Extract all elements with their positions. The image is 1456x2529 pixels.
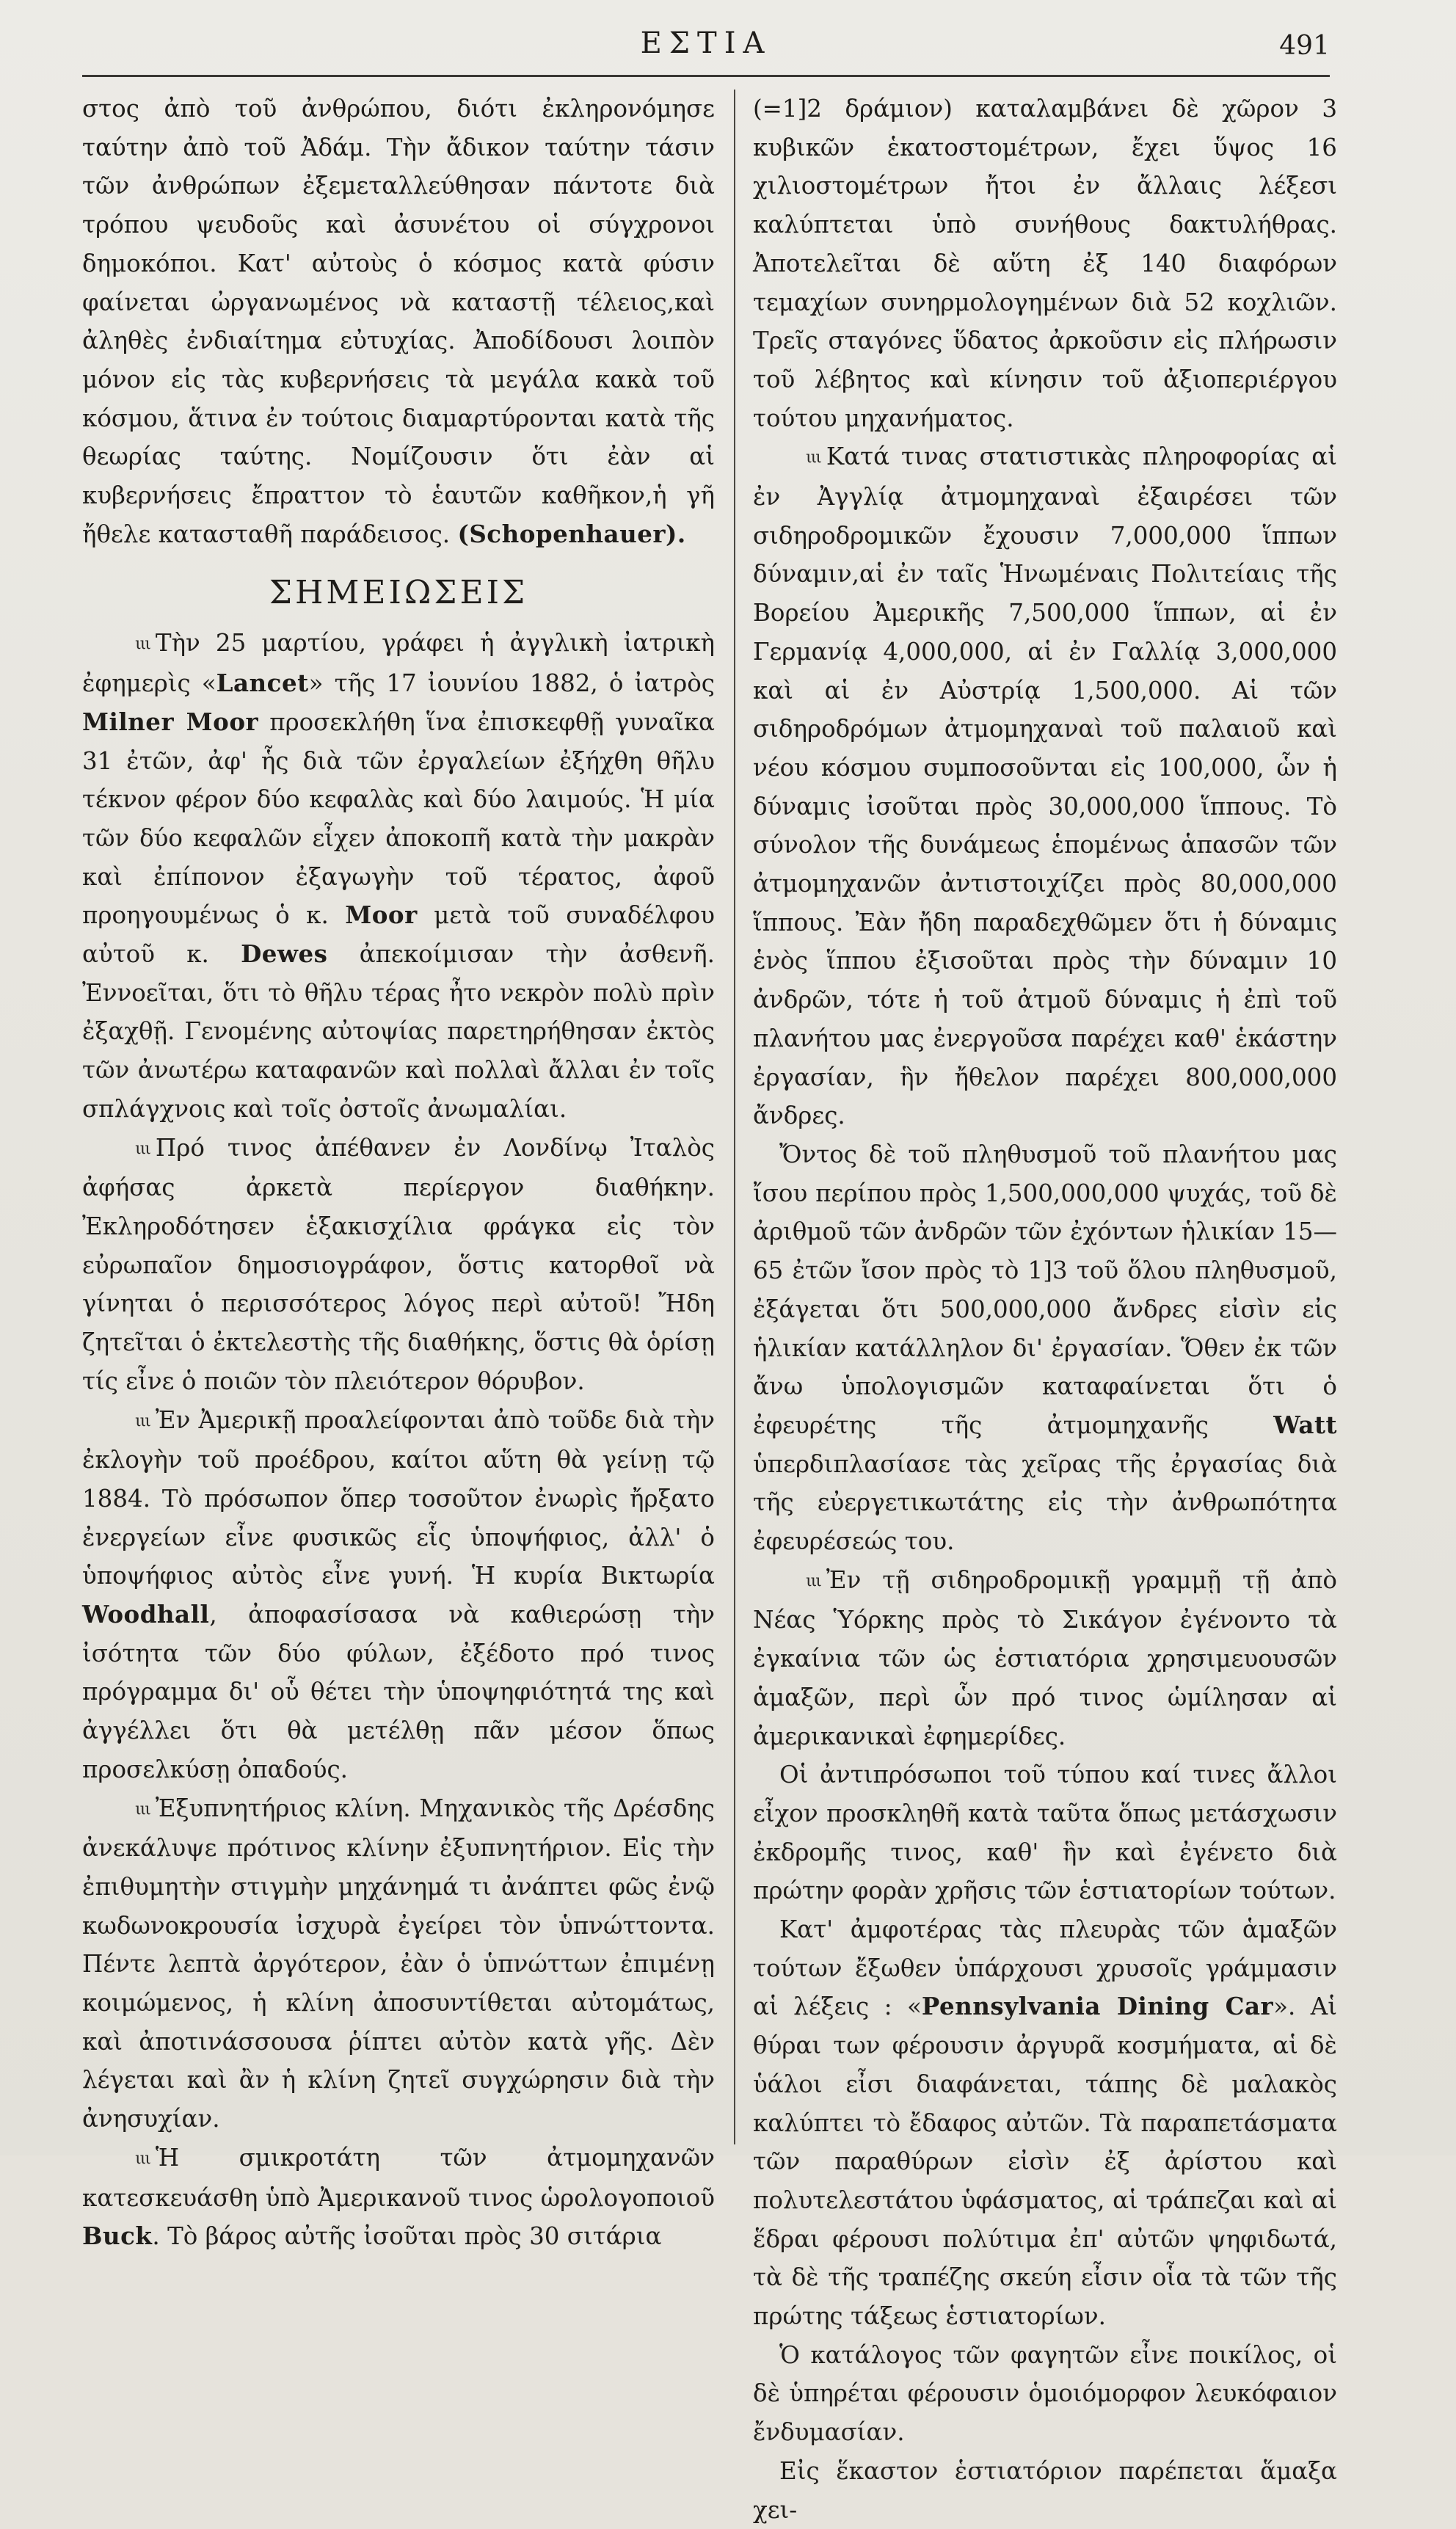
closing-paragraph: Εἰς ἕκαστον ἑστιατόριον παρέπεται ἅμαξα χει- (753, 2456, 1337, 2524)
paragraph-text: στος ἀπὸ τοῦ ἀνθρώπου, διότι ἐκληρονόμησε ταύτην ἀπὸ τοῦ Ἀδάμ. Τὴν ἄδικον ταύτην τάσιν τῶν ἀνθρώπων ἐξεμεταλλεύθησαν πάντοτε διὰ τρόπου ψευδοῦς καὶ ἀσυνέτου οἱ σύγχρονοι δημοκόποι. Κατ' αὐτοὺς ὁ κόσμος κατὰ φύσιν φαίνεται ὠργανωμένος νὰ καταστῇ τέλειος,καὶ ἀληθὲς ἐνδιαίτημα εὐτυχίας. Ἀποδίδουσι λοιπὸν μόνον εἰς τὰς κυβερνήσεις τὰ μεγάλα κακὰ τοῦ κόσμου, ἅτινα ἐν τούτοις διαμαρτύρονται κατὰ τῆς θεωρίας ταύτης. Νομίζουσιν ὅτι ἐὰν αἱ κυβερνήσεις ἔπραττον τὸ ἑαυτῶν καθῆκον,ἡ γῆ ἤθελε κατασταθῆ παράδεισος. (82, 95, 715, 548)
right-column (753, 90, 1338, 2524)
name-dewes: Dewes (241, 939, 328, 969)
paragraph-text: ». Αἱ θύραι των φέρουσιν ἀργυρᾶ κοσμήματα, αἱ δὲ ὑάλοι εἶσι διαφάνεται, τάπης δὲ μαλακὸς καλύπτει τὸ ἔδαφος αὐτῶν. Τὰ παραπετάσματα τῶν παραθύρων εἰσὶν ἐξ ἀρίστου καὶ πολυτελεστάτου ὑφάσματος, αἱ τράπεζαι καὶ αἱ ἕδραι φέρουσι πολύτιμα ἐπ' αὐτῶν ψηφιδωτά, τὰ δὲ τῆς τραπέζης σκεύη εἶσιν οἷα τὰ τῶν τῆς πρώτης τάξεως ἑστιατορίων. (753, 1993, 1338, 2331)
author-signature: (Schopenhauer). (457, 519, 686, 548)
note-text: . Τὸ βάρος αὐτῆς ἰσοῦται πρὸς 30 σιτάρια (152, 2222, 662, 2251)
note-text: Ἐν Ἀμερικῇ προαλείφονται ἀπὸ τοῦδε διὰ τὴν ἐκλογὴν τοῦ προέδρου, καίτοι αὕτη θὰ γείνῃ τῷ 1884. Τὸ πρόσωπον ὅπερ τοσοῦτον ἐνωρὶς ἤρξατο ἐνεργείων εἶνε φυσικῶς εἷς ὑποψήφιος, ἀλλ' ὁ ὑποψήφιος αὐτὸς εἶνε γυνή. Ἡ κυρία Βικτωρία (82, 1405, 715, 1590)
dining-car-description (753, 1910, 1337, 2336)
section-title: ΣΗΜΕΙΩΣΕΙΣ (269, 574, 528, 612)
population-paragraph (753, 1135, 1337, 1561)
ornament-icon: ιιι (135, 1139, 150, 1158)
note-steam-statistics (753, 437, 1337, 1135)
note-text: μετὰ τοῦ συναδέλφου αὐτοῦ κ. (82, 901, 715, 969)
ornament-icon: ιιι (806, 1571, 820, 1590)
engine-continuation: (=1]2 δράμιον) καταλαμβάνει δὲ χῶρον 3 κυβικῶν ἑκατοστομέτρων, ἔχει ὕψος 16 χιλιοστομέτρων ἤτοι ἐν ἄλλαις λέξεσι καλύπτεται ὑπὸ συνήθους δακτυλήθρας. Ἀποτελεῖται δὲ αὕτη ἐξ 140 διαφόρων τεμαχίων συνηρμολογημένων διὰ 52 κοχλιῶν. Τρεῖς σταγόνες ὕδατος ἀρκοῦσιν εἰς πλήρωσιν τοῦ λέβητος καὶ κίνησιν τοῦ ἀξιοπεριέργου τούτου μηχανήματος. (753, 95, 1337, 432)
press-paragraph: Οἱ ἀντιπρόσωποι τοῦ τύπου καί τινες ἄλλοι εἶχον προσκληθῆ κατὰ ταῦτα ὅπως μετάσχωσιν ἐκδρομῆς τινος, καθ' ἣν καὶ ἐγένετο διὰ πρώτην φορὰν χρῆσις τῶν ἑστιατορίων τούτων. (753, 1761, 1337, 1905)
ornament-icon: ιιι (135, 1800, 150, 1819)
name-woodhall: Woodhall (82, 1600, 210, 1629)
note-small-engine (82, 2139, 715, 2256)
name-pennsylvania-dining-car: Pennsylvania Dining Car (921, 1992, 1274, 2021)
paragraph-text: ὑπερδιπλασίασε τὰς χεῖρας τῆς ἐργασίας διὰ τῆς εὐεργετικωτάτης εἰς τὴν ἀνθρωπότητα ἐφευρέσεώς του. (753, 1449, 1337, 1556)
ornament-icon: ιιι (135, 635, 150, 654)
paragraph-text: Ὄντος δὲ τοῦ πληθυσμοῦ τοῦ πλανήτου μας ἴσου περίπου πρὸς 1,500,000,000 ψυχάς, τοῦ δὲ ἀριθμοῦ τῶν ἀνδρῶν τῶν ἐχόντων ἡλικίαν 15—65 ἐτῶν ἴσον πρὸς τὸ 1]3 τοῦ ὅλου πληθυσμοῦ, ἐξάγεται ὅτι 500,000,000 ἄνδρες εἰσὶν εἰς ἡλικίαν κατάλληλον δι' ἐργασίαν. Ὅθεν ἐκ τῶν ἄνω ὑπολογισμῶν καταφαίνεται ὅτι ὁ ἐφευρέτης τῆς ἀτμομηχανῆς (753, 1140, 1337, 1439)
name-moor: Moor (345, 900, 418, 930)
note-text: Ἡ σμικροτάτη τῶν ἀτμομηχανῶν κατεσκευάσθη ὑπὸ Ἀμερικανοῦ τινος ὡρολογοποιοῦ (82, 2143, 715, 2212)
note-dining-cars (753, 1561, 1337, 1756)
note-text: , ἀποφασίσασα νὰ καθιερώσῃ τὴν ἰσότητα τῶν δύο φύλων, ἐξέδοτο πρό τινος πρόγραμμα δι' οὗ θέτει τὴν ὑποψηφιότητά της καὶ ἀγγέλλει ὅτι θὰ μετέλθῃ πᾶν μέσον ὅπως προσελκύσῃ ὀπαδούς. (82, 1601, 715, 1783)
note-lancet (82, 624, 715, 1128)
ornament-icon: ιιι (135, 2149, 150, 2168)
note-text: » τῆς 17 ἰουνίου 1882, ὁ ἰατρὸς (308, 669, 715, 698)
page-number: 491 (1279, 31, 1330, 61)
note-america-election (82, 1401, 715, 1789)
header-rule (82, 75, 1330, 77)
note-text: Ἐξυπνητήριος κλίνη. Μηχανικὸς τῆς Δρέσδης ἀνεκάλυψε πρότινος κλίνην ἐξυπνητήριον. Εἰς τὴν ἐπιθυμητὴν στιγμὴν μηχάνημά τι ἀνάπτει φῶς ἐνῷ κωδωνοκρουσία ἰσχυρὰ ἐγείρει τὸν ὑπνώττοντα. Πέντε λεπτὰ ἀργότερον, ἐὰν ὁ ὑπνώττων ἐπιμένῃ κοιμώμενος, ἡ κλίνη ἀποσυντίθεται αὐτομάτως, καὶ ἀποτινάσσουσα ῥίπτει αὐτὸν κατὰ γῆς. Δὲν λέγεται καὶ ἂν ἡ κλίνη ζητεῖ συγχώρησιν διὰ τὴν ἀνησυχίαν. (82, 1794, 715, 2133)
ornament-icon: ιιι (806, 448, 820, 467)
note-text: Πρό τινος ἀπέθανεν ἐν Λονδίνῳ Ἰταλὸς ἀφήσας ἀρκετὰ περίεργον διαθήκην. Ἐκληροδότησεν ἑξακισχίλια φράγκα εἰς τὸν εὐρωπαῖον δημοσιογράφον, ὅστις κατορθοῖ νὰ γίνηται ὁ περισσότερος λόγος περὶ αὐτοῦ! Ἤδη ζητεῖται ὁ ἐκτελεστὴς τῆς διαθήκης, ὅστις θὰ ὁρίσῃ τίς εἶνε ὁ ποιῶν τὸν πλειότερον θόρυβον. (82, 1133, 715, 1395)
note-text: Τὴν 25 μαρτίου, γράφει ἡ ἀγγλικὴ ἰατρικὴ ἐφημερὶς « (82, 629, 715, 698)
name-lancet: Lancet (216, 669, 309, 698)
ornament-icon: ιιι (135, 1411, 150, 1430)
column-divider (734, 90, 735, 2144)
note-text: Ἐν τῇ σιδηροδρομικῇ γραμμῇ τῇ ἀπὸ Νέας Ὑόρκης πρὸς τὸ Σικάγον ἐγένοντο τὰ ἐγκαίνια τῶν ὡς ἑστιατόρια χρησιμευουσῶν ἁμαξῶν, περὶ ὧν πρό τινος ὡμίλησαν αἱ ἀμερικανικαὶ ἐφημερίδες. (753, 1565, 1337, 1750)
name-buck: Buck (82, 2221, 153, 2251)
note-alarm-bed (82, 1789, 715, 2139)
running-title: ΕΣΤΙΑ (640, 26, 772, 60)
note-london-will (82, 1129, 715, 1401)
note-text: Κατά τινας στατιστικὰς πληροφορίας αἱ ἐν Ἀγγλίᾳ ἀτμομηχαναὶ ἐξαιρέσει τῶν σιδηροδρομικῶν ἔχουσιν 7,000,000 ἵππων δύναμιν,αἱ ἐν ταῖς Ἡνωμέναις Πολιτείαις τῆς Βορείου Ἀμερικῆς 7,500,000 ἵππων, αἱ ἐν Γερμανίᾳ 4,000,000, αἱ ἐν Γαλλίᾳ 3,000,000 καὶ αἱ ἐν Αὐστρίᾳ 1,500,000. Αἱ τῶν σιδηροδρόμων ἀτμομηχαναὶ τοῦ παλαιοῦ καὶ νέου κόσμου συμποσοῦνται εἰς 100,000, ὧν ἡ δύναμις ἰσοῦται πρὸς 30,000,000 ἵππους. Τὸ σύνολον τῆς δυνάμεως ἑπομένως ἁπασῶν τῶν ἀτμομηχανῶν ἀντιστοιχίζει πρὸς 80,000,000 ἵππους. Ἐὰν ἤδη παραδεχθῶμεν ὅτι ἡ δύναμις ἑνὸς ἵππου ἐξισοῦται πρὸς τὴν δύναμιν 10 ἀνδρῶν, τότε ἡ τοῦ ἀτμοῦ δύναμις ἡ ἐπὶ τοῦ πλανήτου μας ἐνεργοῦσα παρέχει καθ' ἑκάστην ἐργασίαν, ἣν ἤθελον παρέχει 800,000,000 ἄνδρες. (753, 443, 1337, 1130)
paragraph-text: Κατ' ἀμφοτέρας τὰς πλευρὰς τῶν ἁμαξῶν τούτων ἔξωθεν ὑπάρχουσι χρυσοῖς γράμμασιν αἱ λέξεις : « (753, 1915, 1337, 2021)
name-watt: Watt (1273, 1410, 1337, 1439)
schopenhauer-paragraph (82, 90, 715, 553)
name-milner-moor: Milner Moor (82, 707, 259, 736)
menu-paragraph: Ὁ κατάλογος τῶν φαγητῶν εἶνε ποικίλος, οἱ δὲ ὑπηρέται φέρουσιν ὁμοιόμορφον λευκόφαιον ἔνδυμασίαν. (753, 2340, 1337, 2447)
note-text: προσεκλήθη ἵνα ἐπισκεφθῇ γυναῖκα 31 ἐτῶν, ἀφ' ἧς διὰ τῶν ἐργαλείων ἐξήχθη θῆλυ τέκνον φέρον δύο κεφαλὰς καὶ δύο λαιμούς. Ἡ μία τῶν δύο κεφαλῶν εἶχεν ἀποκοπῆ κατὰ τὴν μακρὰν καὶ ἐπίπονον ἐξαγωγὴν τοῦ τέρατος, ἀφοῦ προηγουμένως ὁ κ. (82, 707, 715, 930)
note-text: ἀπεκοίμισαν τὴν ἀσθενῆ. Ἐννοεῖται, ὅτι τὸ θῆλυ τέρας ἦτο νεκρὸν πολὺ πρὶν ἐξαχθῇ. Γενομένης αὐτοψίας παρετηρήθησαν ἐκτὸς τῶν ἀνωτέρω καταφανῶν καὶ πολλαὶ ἄλλαι ἐν τοῖς σπλάγχνοις καὶ τοῖς ὀστοῖς ἀνωμαλίαι. (82, 940, 715, 1123)
left-column (82, 90, 715, 2251)
